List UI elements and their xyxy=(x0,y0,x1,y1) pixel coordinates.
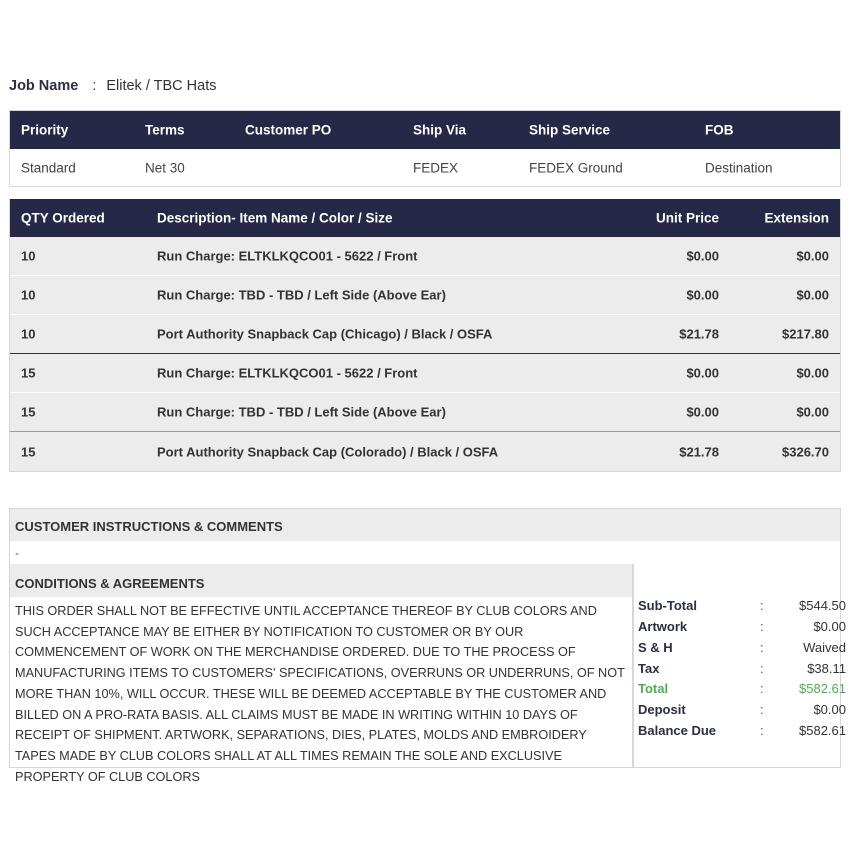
extension-cell: $0.00 xyxy=(796,248,829,264)
order-info-row xyxy=(10,149,840,186)
job-name-colon: : xyxy=(92,78,97,94)
unit-price-cell: $0.00 xyxy=(686,248,719,264)
shipping-row xyxy=(638,640,846,660)
balance-due-label: Balance Due xyxy=(638,723,717,738)
qty-cell: 10 xyxy=(21,326,36,342)
extension-cell: $326.70 xyxy=(782,444,829,459)
unit-price-header: Unit Price xyxy=(655,210,719,226)
customer-instructions-title: CUSTOMER INSTRUCTIONS & COMMENTS xyxy=(10,509,840,541)
tax-label: Tax xyxy=(638,661,660,676)
line-items-table xyxy=(9,199,841,472)
fob-value: Destination xyxy=(705,160,773,175)
table-row xyxy=(10,315,840,354)
extension-cell: $0.00 xyxy=(796,287,829,303)
qty-header: QTY Ordered xyxy=(21,210,105,226)
description-cell: Port Authority Snapback Cap (Chicago) / Black / OSFA xyxy=(157,326,493,342)
artwork-value: $0.00 xyxy=(813,619,846,634)
artwork-colon: : xyxy=(760,619,764,634)
total-colon: : xyxy=(760,681,764,696)
customer-po-header: Customer PO xyxy=(245,122,332,138)
unit-price-cell: $21.78 xyxy=(679,326,719,342)
customer-instructions-section xyxy=(9,508,841,566)
table-row xyxy=(10,432,840,471)
conditions-section xyxy=(9,564,633,784)
total-label: Total xyxy=(638,681,669,696)
extension-cell: $217.80 xyxy=(782,326,829,342)
fob-header: FOB xyxy=(705,122,734,138)
description-cell: Run Charge: ELTKLKQCO01 - 5622 / Front xyxy=(157,365,418,381)
line-items-header xyxy=(10,199,840,237)
table-row xyxy=(10,354,840,393)
subtotal-value: $544.50 xyxy=(799,598,846,613)
table-row xyxy=(10,393,840,432)
qty-cell: 15 xyxy=(21,404,36,420)
unit-price-cell: $0.00 xyxy=(686,404,719,420)
deposit-row xyxy=(638,702,846,722)
extension-cell: $0.00 xyxy=(796,365,829,381)
subtotal-colon: : xyxy=(760,598,764,613)
deposit-value: $0.00 xyxy=(813,702,846,717)
qty-cell: 15 xyxy=(21,444,36,459)
tax-row xyxy=(638,661,846,681)
qty-cell: 15 xyxy=(21,365,36,381)
order-info-table xyxy=(9,110,841,187)
subtotal-label: Sub-Total xyxy=(638,598,697,613)
unit-price-cell: $21.78 xyxy=(679,444,719,459)
job-name-label: Job Name xyxy=(9,78,79,94)
conditions-title: CONDITIONS & AGREEMENTS xyxy=(10,564,632,597)
table-row xyxy=(10,276,840,315)
shipping-label: S & H xyxy=(638,640,673,655)
total-value: $582.61 xyxy=(799,681,846,696)
extension-header: Extension xyxy=(764,210,829,226)
subtotal-row xyxy=(638,598,846,618)
tax-value: $38.11 xyxy=(807,661,846,676)
ship-via-value: FEDEX xyxy=(413,160,459,175)
terms-header: Terms xyxy=(145,122,185,138)
balance-due-colon: : xyxy=(760,723,764,738)
totals-panel xyxy=(633,564,846,768)
artwork-label: Artwork xyxy=(638,619,688,634)
deposit-colon: : xyxy=(760,702,764,717)
customer-instructions-body: - xyxy=(10,541,840,565)
ship-via-header: Ship Via xyxy=(413,122,467,138)
shipping-value: Waived xyxy=(803,640,846,655)
priority-header: Priority xyxy=(21,122,69,138)
unit-price-cell: $0.00 xyxy=(686,365,719,381)
table-row xyxy=(10,237,840,276)
qty-cell: 10 xyxy=(21,287,36,303)
unit-price-cell: $0.00 xyxy=(686,287,719,303)
balance-due-value: $582.61 xyxy=(799,723,846,738)
description-cell: Run Charge: ELTKLKQCO01 - 5622 / Front xyxy=(157,248,418,264)
deposit-label: Deposit xyxy=(638,702,686,717)
shipping-colon: : xyxy=(760,640,764,655)
order-info-header xyxy=(10,111,840,149)
job-name-value: Elitek / TBC Hats xyxy=(106,78,217,94)
description-cell: Port Authority Snapback Cap (Colorado) / Black / OSFA xyxy=(157,444,499,459)
description-cell: Run Charge: TBD - TBD / Left Side (Above Ear) xyxy=(157,404,446,420)
extension-cell: $0.00 xyxy=(796,404,829,420)
description-header: Description- Item Name / Color / Size xyxy=(157,210,393,226)
artwork-row xyxy=(638,619,846,639)
description-cell: Run Charge: TBD - TBD / Left Side (Above Ear) xyxy=(157,287,446,303)
tax-colon: : xyxy=(760,661,764,676)
total-row xyxy=(638,681,846,701)
ship-service-header: Ship Service xyxy=(529,122,611,138)
qty-cell: 10 xyxy=(21,248,36,264)
priority-value: Standard xyxy=(21,160,76,175)
ship-service-value: FEDEX Ground xyxy=(529,160,623,175)
balance-due-row xyxy=(638,723,846,743)
job-name-line xyxy=(9,78,216,94)
conditions-text: THIS ORDER SHALL NOT BE EFFECTIVE UNTIL ACCEPTANCE THEREOF BY CLUB COLORS AND SUCH ACCEPTANCE MAY BE EITHER BY NOTIFICATION TO CUSTOMER OR BY OUR COMMENCEMENT OF WORK ON THE MERCHANDISE ORDERED. DUE TO THE PROCESS OF MANUFACTURING ITEMS TO CUSTOMERS' SPECIFICATIONS, OVERRUNS OR UNDERRUNS, OF NOT MORE THAN 10%, WILL OCCUR. THESE WILL BE DEEMED ACCEPTABLE BY THE CUSTOMER AND BILLED ON A PRO-RATA BASIS. ALL CLAIMS MUST BE MADE IN WRITING WITHIN 10 DAYS OF RECEIPT OF SHIPMENT. ARTWORK, SEPARATIONS, DIES, PLATES, MOLDS AND EMBROIDERY TAPES MADE BY CLUB COLORS SHALL AT ALL TIMES REMAIN THE SOLE AND EXCLUSIVE PROPERTY OF CLUB COLORS xyxy=(15,604,625,784)
terms-value: Net 30 xyxy=(145,160,185,175)
